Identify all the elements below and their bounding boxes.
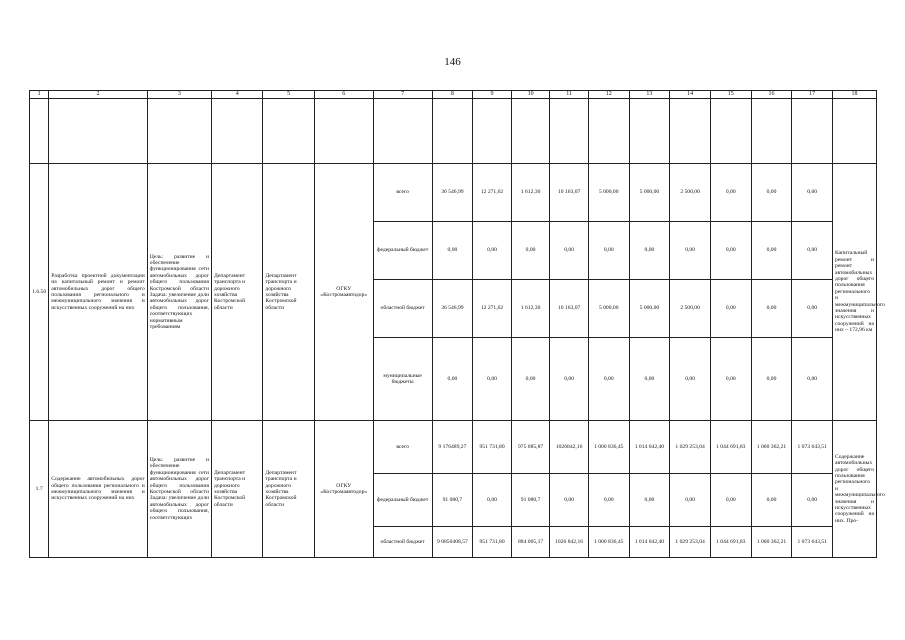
expected-result: Содержание автомобильных дорог общего пользования регионального и межмуниципального значения и искусственных сооружений на них. Про- bbox=[833, 421, 877, 558]
amount-cell: 0,00 bbox=[629, 338, 670, 421]
amount-cell: 0,00 bbox=[792, 338, 833, 421]
amount-cell: 5 000,00 bbox=[629, 164, 670, 222]
amount-cell: 91 080,7 bbox=[432, 474, 473, 527]
amount-cell: 0,00 bbox=[710, 338, 751, 421]
amount-cell: 0,00 bbox=[550, 474, 589, 527]
row-number: 1.7 bbox=[30, 421, 49, 558]
col-num: 9 bbox=[473, 91, 512, 99]
amount-cell: 0,00 bbox=[751, 474, 792, 527]
col-num: 13 bbox=[629, 91, 670, 99]
amount-cell: 0,00 bbox=[792, 280, 833, 338]
col-num: 8 bbox=[432, 91, 473, 99]
amount-cell: 9 0850408,57 bbox=[432, 527, 473, 558]
responsible-dept: Департамент транспорта и дорожного хозяйства Костромской области bbox=[212, 421, 263, 558]
funding-source: федеральный бюджет bbox=[373, 474, 432, 527]
col-num: 17 bbox=[792, 91, 833, 99]
amount-cell: 1 612,30 bbox=[511, 164, 550, 222]
col-num: 12 bbox=[588, 91, 629, 99]
funding-source: всего bbox=[373, 164, 432, 222]
col-num: 18 bbox=[833, 91, 877, 99]
col-num: 7 bbox=[373, 91, 432, 99]
amount-cell: 1 000 836,45 bbox=[588, 527, 629, 558]
goal-task: Цель: развитие и обеспечение функционирования сети автомобильных дорог общего пользования Костромской области Задача: увеличение доли автомобильных дорог общего пользования, соответствующих bbox=[147, 421, 211, 558]
amount-cell: 0,00 bbox=[511, 338, 550, 421]
amount-cell: 951 731,80 bbox=[473, 421, 512, 474]
amount-cell: 0,00 bbox=[710, 474, 751, 527]
funding-source: всего bbox=[373, 421, 432, 474]
col-num: 14 bbox=[670, 91, 711, 99]
amount-cell: 0,00 bbox=[670, 338, 711, 421]
amount-cell: 0,00 bbox=[473, 222, 512, 280]
measure-name: Содержание автомобильных дорог общего пользования регионального и межмуниципального значения и искусственных сооружений на них bbox=[49, 421, 148, 558]
col-num: 2 bbox=[49, 91, 148, 99]
col-num: 16 bbox=[751, 91, 792, 99]
blank-row bbox=[30, 99, 877, 164]
amount-cell: 5 000,00 bbox=[588, 280, 629, 338]
agency: ОГКУ «Костромаавтодор» bbox=[314, 164, 373, 421]
amount-cell: 2 500,00 bbox=[670, 164, 711, 222]
responsible-dept: Департамент транспорта и дорожного хозяйства Костромской области bbox=[212, 164, 263, 421]
amount-cell: 1 060 362,21 bbox=[751, 527, 792, 558]
amount-cell: 12 271,62 bbox=[473, 280, 512, 338]
funding-source: областной бюджет bbox=[373, 527, 432, 558]
amount-cell: 0,00 bbox=[792, 222, 833, 280]
table-row bbox=[30, 164, 877, 222]
amount-cell: 0,00 bbox=[588, 222, 629, 280]
expected-result: Капитальный ремонт и ремонт автомобильных дорог общего пользования регионального и межмуниципального значения и искусственных сооружений на них – 172,96 км bbox=[833, 164, 877, 421]
agency: ОГКУ «Костромаавтодор» bbox=[314, 421, 373, 558]
amount-cell: 1 029 253,04 bbox=[670, 527, 711, 558]
amount-cell: 0,00 bbox=[511, 222, 550, 280]
amount-cell: 36 546,99 bbox=[432, 280, 473, 338]
amount-cell: 884 005,17 bbox=[511, 527, 550, 558]
amount-cell: 0,00 bbox=[550, 222, 589, 280]
amount-cell: 0,00 bbox=[751, 164, 792, 222]
amount-cell: 0,00 bbox=[432, 338, 473, 421]
amount-cell: 12 271,62 bbox=[473, 164, 512, 222]
goal-task: Цель: развитие и обеспечение функционирования сети автомобильных дорог общего пользования Костромской области Задача: увеличение доли автомобильных дорог общего пользования, соответствующих нормативным требованиям bbox=[147, 164, 211, 421]
executor: Департамент транспорта и дорожного хозяйства Костромской области bbox=[263, 164, 314, 421]
row-number: 1.6.50 bbox=[30, 164, 49, 421]
col-num: 4 bbox=[212, 91, 263, 99]
col-num: 15 bbox=[710, 91, 751, 99]
amount-cell: 0,00 bbox=[432, 222, 473, 280]
amount-cell: 1026842,16 bbox=[550, 421, 589, 474]
amount-cell: 0,00 bbox=[751, 338, 792, 421]
amount-cell: 1 029 253,04 bbox=[670, 421, 711, 474]
col-num: 1 bbox=[30, 91, 49, 99]
col-num: 10 bbox=[511, 91, 550, 99]
amount-cell: 10 163,07 bbox=[550, 164, 589, 222]
funding-source: федеральный бюджет bbox=[373, 222, 432, 280]
amount-cell: 1 612,30 bbox=[511, 280, 550, 338]
col-num: 3 bbox=[147, 91, 211, 99]
amount-cell: 951 731,80 bbox=[473, 527, 512, 558]
col-num: 5 bbox=[263, 91, 314, 99]
executor: Департамент транспорта и дорожного хозяйства Костромской области bbox=[263, 421, 314, 558]
col-num: 6 bbox=[314, 91, 373, 99]
amount-cell: 5 000,00 bbox=[588, 164, 629, 222]
amount-cell: 975 085,87 bbox=[511, 421, 550, 474]
amount-cell: 0,00 bbox=[629, 222, 670, 280]
amount-cell: 0,00 bbox=[588, 474, 629, 527]
amount-cell: 0,00 bbox=[588, 338, 629, 421]
amount-cell: 36 546,99 bbox=[432, 164, 473, 222]
amount-cell: 0,00 bbox=[751, 222, 792, 280]
amount-cell: 91 080,7 bbox=[511, 474, 550, 527]
amount-cell: 0,00 bbox=[710, 280, 751, 338]
page-number: 146 bbox=[444, 56, 461, 68]
amount-cell: 1 060 362,21 bbox=[751, 421, 792, 474]
amount-cell: 1 073 643,51 bbox=[792, 421, 833, 474]
amount-cell: 0,00 bbox=[710, 164, 751, 222]
amount-cell: 1026 842,16 bbox=[550, 527, 589, 558]
amount-cell: 1 044 691,83 bbox=[710, 527, 751, 558]
amount-cell: 0,00 bbox=[751, 280, 792, 338]
amount-cell: 0,00 bbox=[629, 474, 670, 527]
funding-source: муниципальные бюджеты bbox=[373, 338, 432, 421]
amount-cell: 1 000 836,45 bbox=[588, 421, 629, 474]
amount-cell: 0,00 bbox=[792, 474, 833, 527]
amount-cell: 2 500,00 bbox=[670, 280, 711, 338]
amount-cell: 1 014 042,40 bbox=[629, 421, 670, 474]
amount-cell: 0,00 bbox=[550, 338, 589, 421]
amount-cell: 9 176489,27 bbox=[432, 421, 473, 474]
col-num: 11 bbox=[550, 91, 589, 99]
amount-cell: 1 073 643,51 bbox=[792, 527, 833, 558]
amount-cell: 0,00 bbox=[473, 474, 512, 527]
amount-cell: 0,00 bbox=[473, 338, 512, 421]
amount-cell: 1 014 042,40 bbox=[629, 527, 670, 558]
column-number-row bbox=[30, 91, 877, 99]
amount-cell: 1 044 691,83 bbox=[710, 421, 751, 474]
amount-cell: 5 000,00 bbox=[629, 280, 670, 338]
table-row bbox=[30, 421, 877, 474]
amount-cell: 0,00 bbox=[710, 222, 751, 280]
program-table bbox=[29, 90, 885, 558]
amount-cell: 0,00 bbox=[792, 164, 833, 222]
amount-cell: 10 163,07 bbox=[550, 280, 589, 338]
measure-name: Разработка проектной документации на капитальный ремонт и ремонт автомобильных дорог общего пользования регионального и межмуниципального значения и искусственных сооружений на них bbox=[49, 164, 148, 421]
amount-cell: 0,00 bbox=[670, 222, 711, 280]
amount-cell: 0,00 bbox=[670, 474, 711, 527]
funding-source: областной бюджет bbox=[373, 280, 432, 338]
